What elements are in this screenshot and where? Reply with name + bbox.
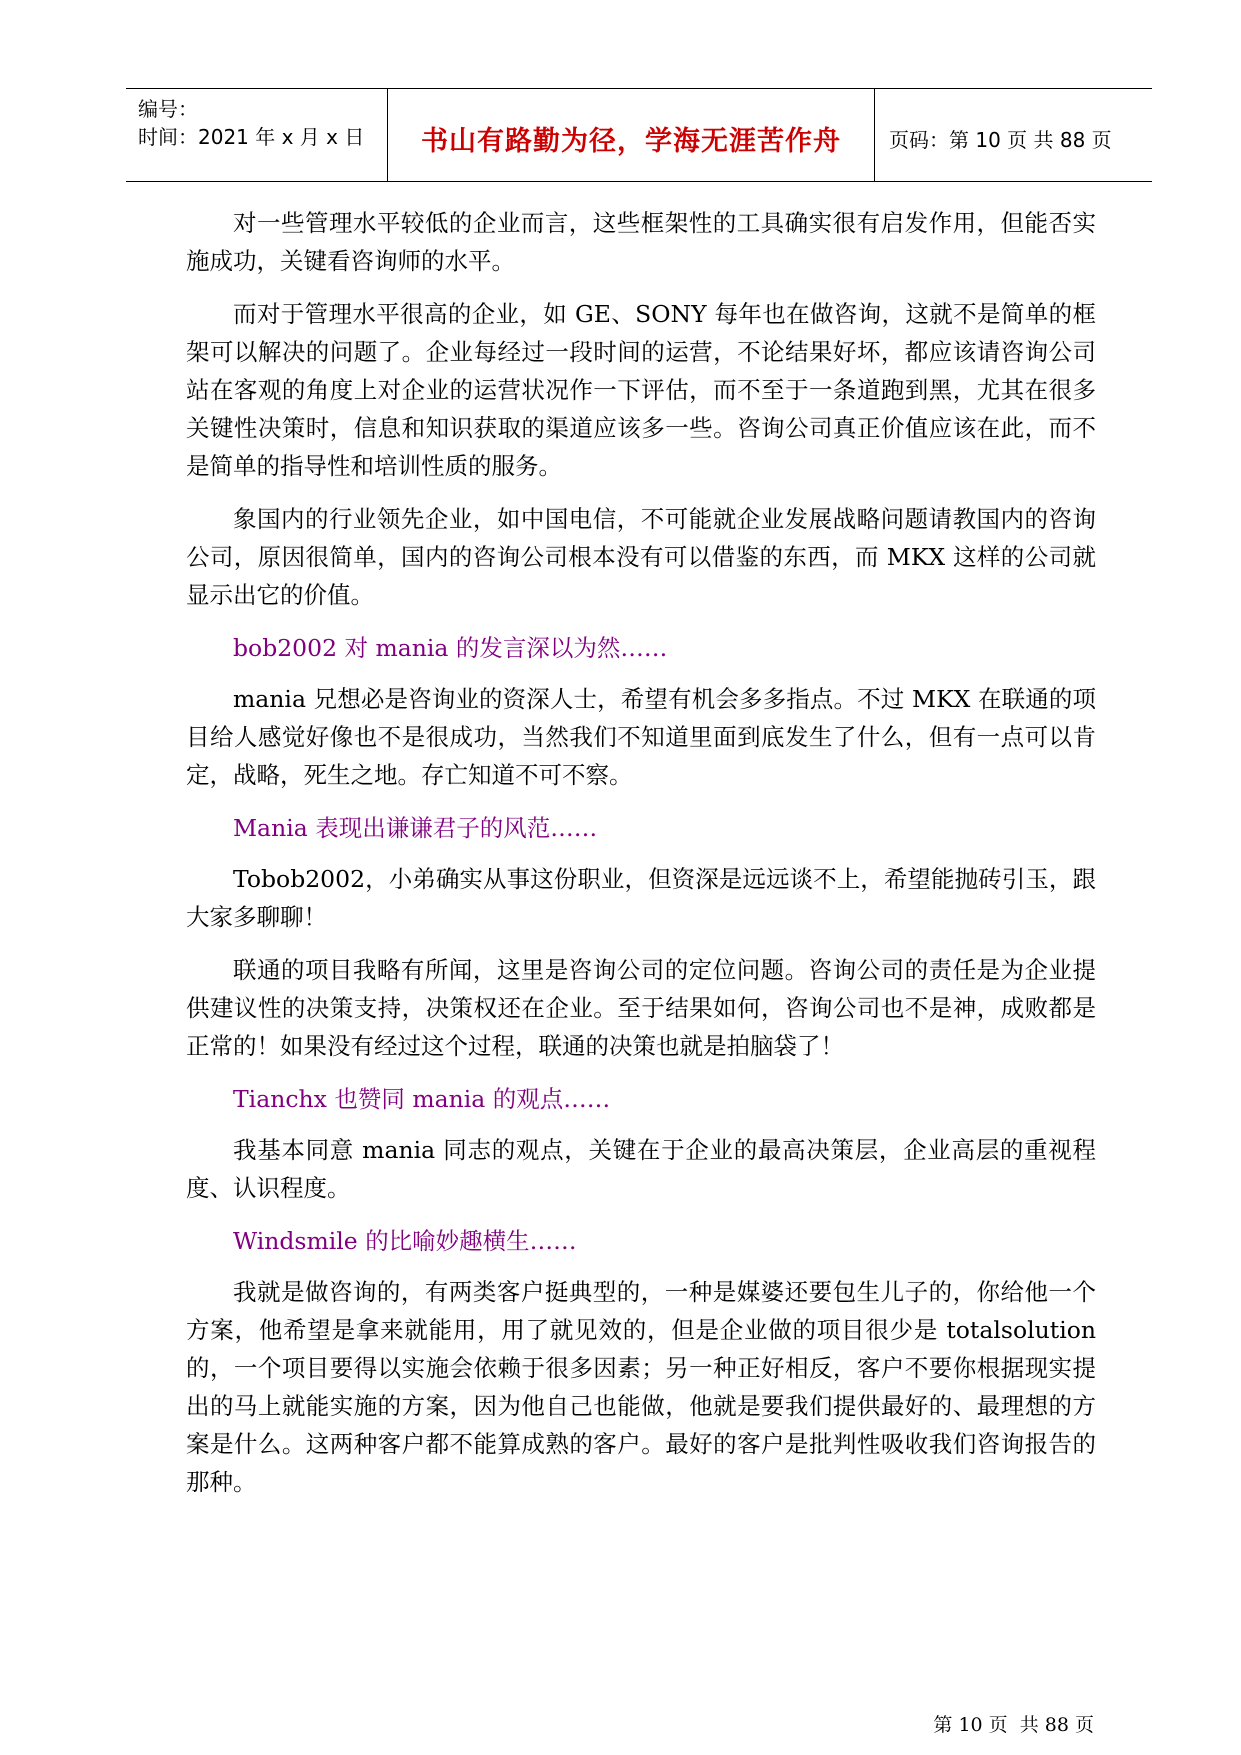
commentary-line: Windsmile 的比喻妙趣横生…… (233, 1227, 577, 1255)
commentary-line: Mania 表现出谦谦君子的风范…… (233, 814, 598, 842)
paragraph: 联通的项目我略有所闻，这里是咨询公司的定位问题。咨询公司的责任是为企业提供建议性的决策支持，决策权还在企业。至于结果如何，咨询公司也不是神，成败都是正常的！如果没有经过这个过程，联通的决策也就是拍脑袋了！ (186, 956, 1096, 1060)
header-info-cell (126, 89, 388, 181)
header-page-number: 页码：第 10 页 共 88 页 (889, 127, 1112, 152)
paragraph: 我就是做咨询的，有两类客户挺典型的，一种是媒婆还要包生儿子的，你给他一个方案，他希望是拿来就能用，用了就见效的，但是企业做的项目很少是 totalsolution 的，一个项目要得以实施会依赖于很多因素；另一种正好相反，客户不要你根据现实提出的马上就能实施的方案，因为他自己也能做，他就是要我们提供最好的、最理想的方案是什么。这两种客户都不能算成熟的客户。最好的客户是批判性吸收我们咨询报告的那种。 (186, 1278, 1096, 1496)
page-footer: 第 10 页 共 88 页 (933, 1714, 1094, 1736)
paragraph: 对一些管理水平较低的企业而言，这些框架性的工具确实很有启发作用，但能否实施成功，关键看咨询师的水平。 (186, 209, 1096, 275)
commentary-line: bob2002 对 mania 的发言深以为然…… (233, 634, 668, 662)
time-label: 时间：2021 年 x 月 x 日 (138, 125, 365, 149)
paragraph: 我基本同意 mania 同志的观点，关键在于企业的最高决策层，企业高层的重视程度、认识程度。 (186, 1136, 1096, 1202)
page-header (126, 88, 1152, 182)
paragraph: 而对于管理水平很高的企业，如 GE、SONY 每年也在做咨询，这就不是简单的框架可以解决的问题了。企业每经过一段时间的运营，不论结果好坏，都应该请咨询公司站在客观的角度上对企业的运营状况作一下评估，而不至于一条道跑到黑，尤其在很多关键性决策时，信息和知识获取的渠道应该多一些。咨询公司真正价值应该在此，而不是简单的指导性和培训性质的服务。 (186, 300, 1096, 480)
number-label: 编号： (138, 97, 198, 121)
header-motto: 书山有路勤为径，学海无涯苦作舟 (388, 89, 875, 181)
paragraph: mania 兄想必是咨询业的资深人士，希望有机会多多指点。不过 MKX 在联通的项目给人感觉好像也不是很成功，当然我们不知道里面到底发生了什么，但有一点可以肯定，战略，死生之地。存亡知道不可不察。 (186, 685, 1096, 789)
document-body (186, 204, 1096, 1516)
paragraph: Tobob2002，小弟确实从事这份职业，但资深是远远谈不上，希望能抛砖引玉，跟大家多聊聊！ (186, 865, 1096, 931)
commentary-line: Tianchx 也赞同 mania 的观点…… (233, 1085, 611, 1113)
paragraph: 象国内的行业领先企业，如中国电信，不可能就企业发展战略问题请教国内的咨询公司，原因很简单，国内的咨询公司根本没有可以借鉴的东西，而 MKX 这样的公司就显示出它的价值。 (186, 505, 1096, 609)
